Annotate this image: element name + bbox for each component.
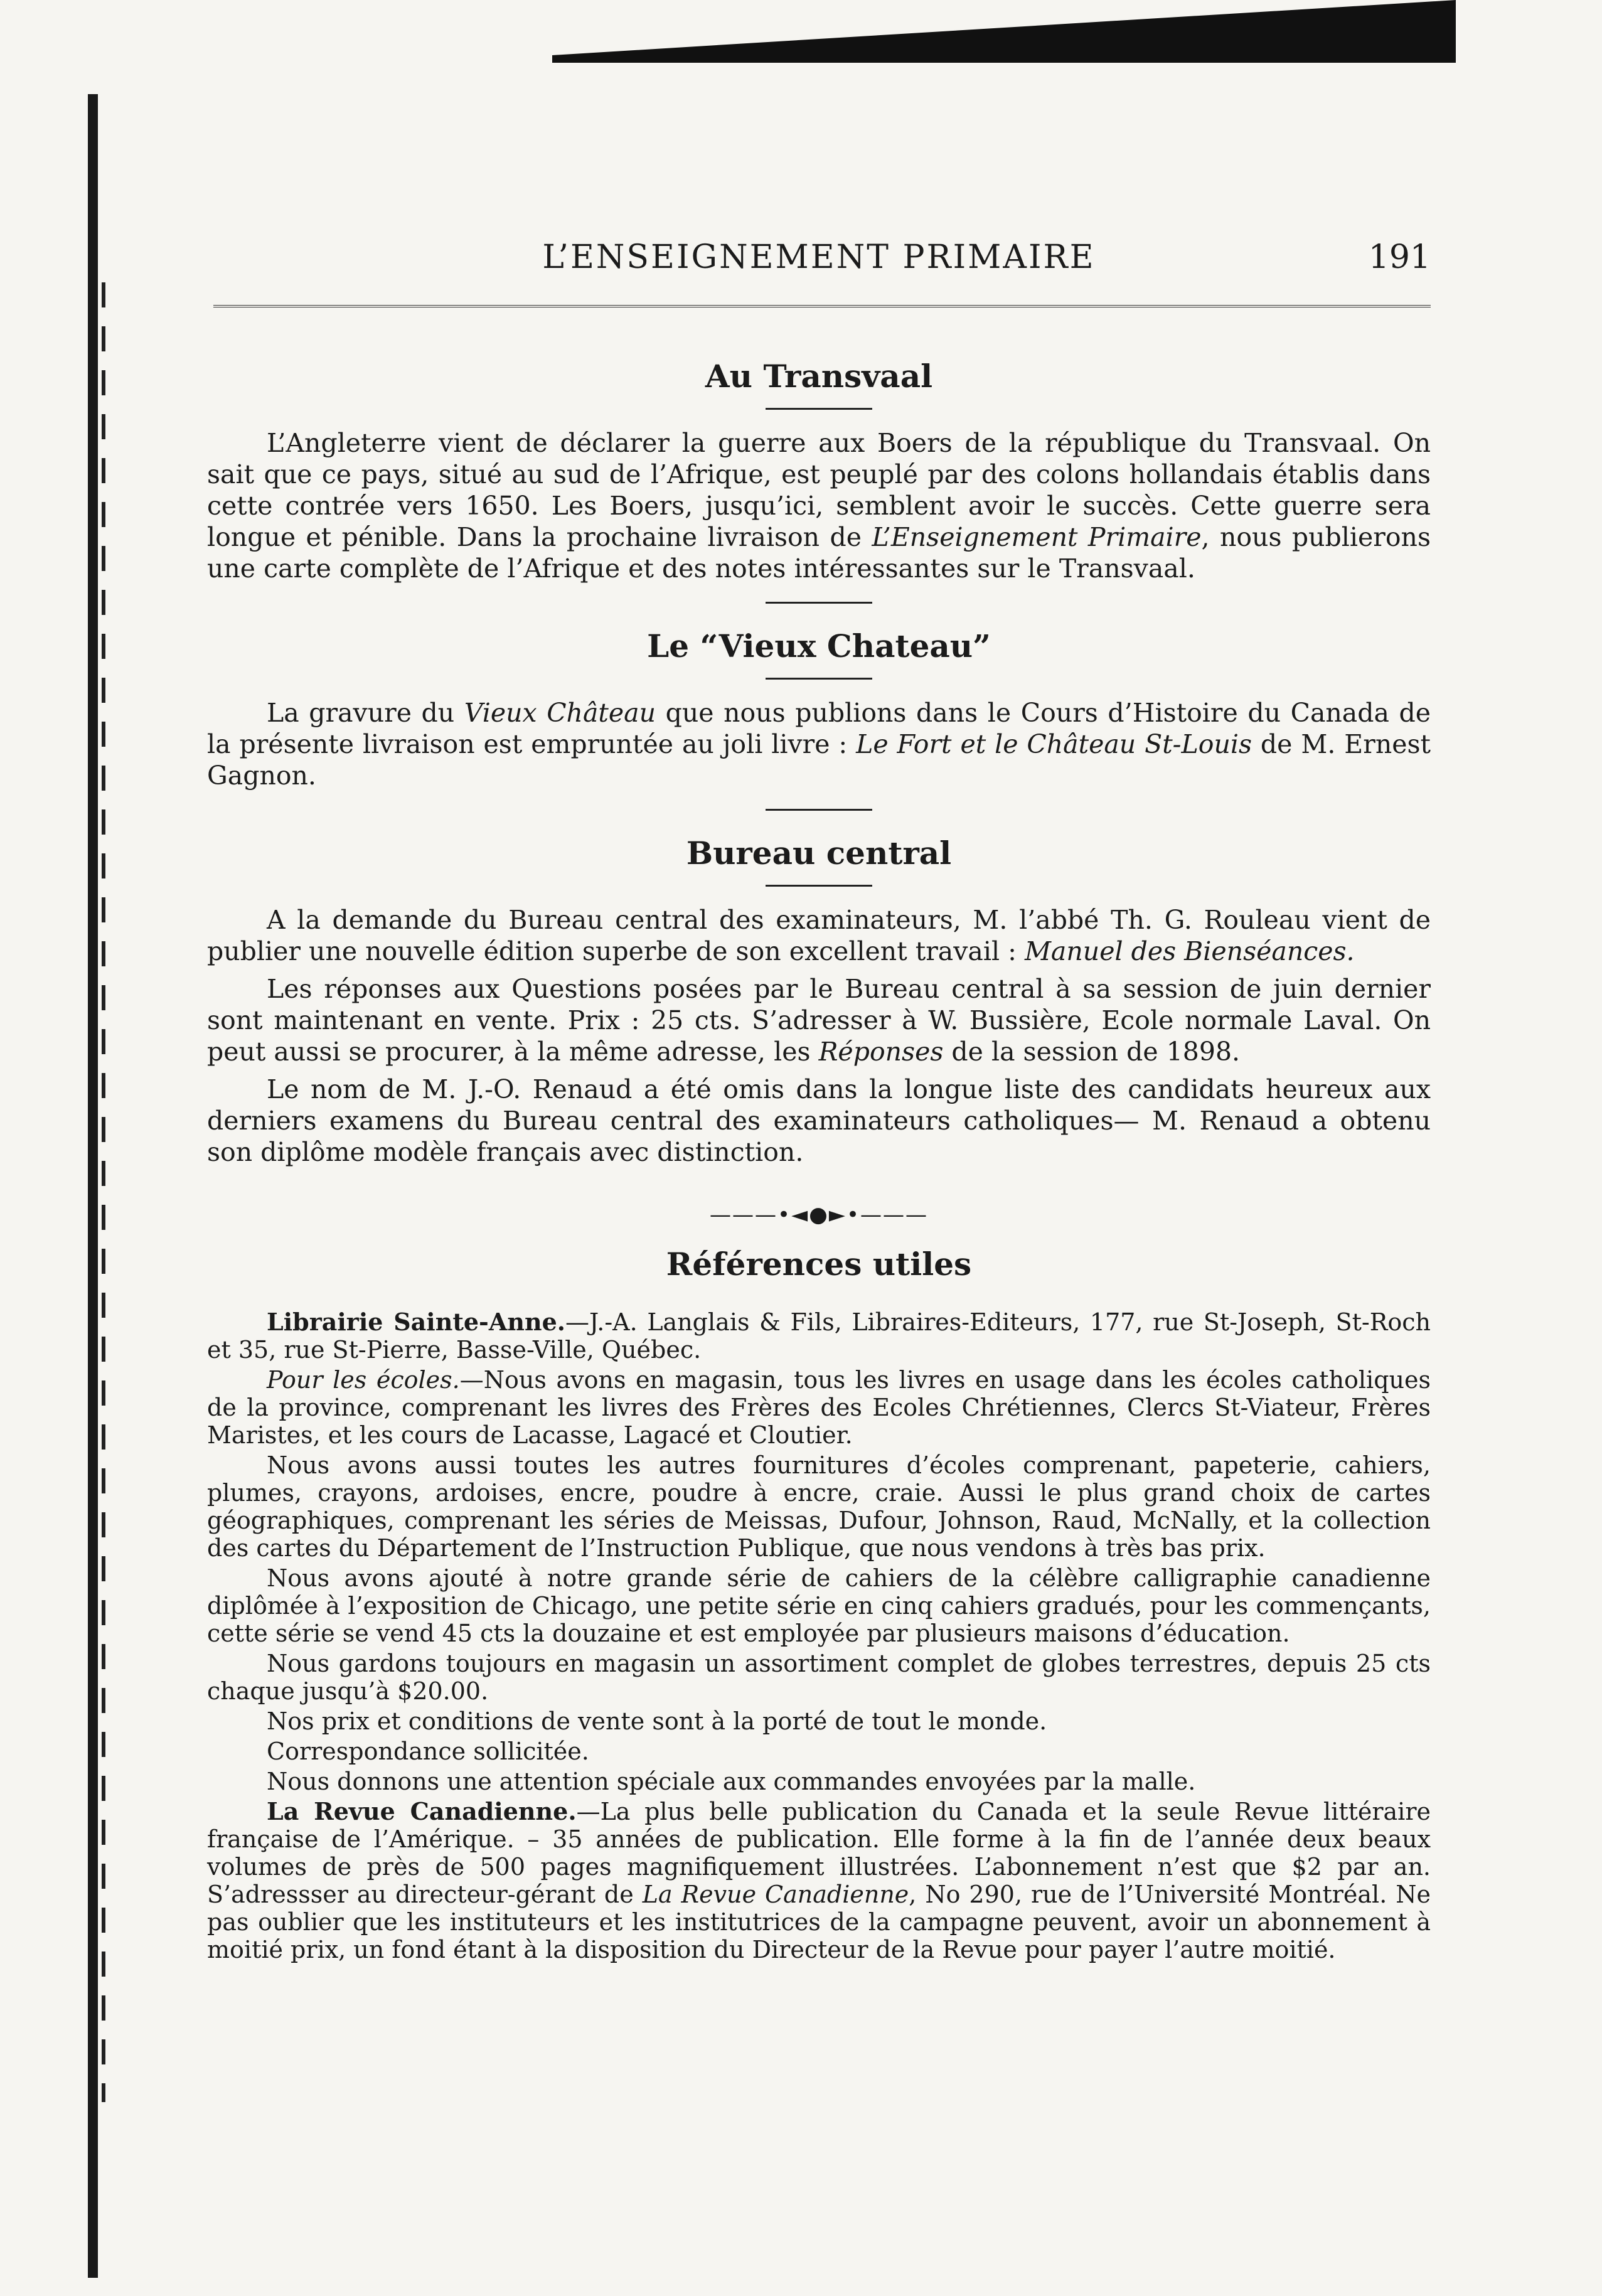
paragraph-text: , nous publierons une carte complète de l’Afrique et des notes intéressantes sur le Transvaal.	[207, 522, 1431, 584]
paragraph-text: A la demande du Bureau central des examinateurs, M. l’abbé Th. G. Rouleau vient de publier une nouvelle édition superbe de son excellent travail :	[207, 905, 1431, 966]
paragraph	[207, 973, 1431, 1067]
header-rule	[213, 305, 1431, 307]
section-vieux-chateau	[207, 627, 1431, 791]
italic-title: Réponses	[818, 1037, 944, 1067]
section-separator	[766, 602, 872, 604]
title-rule	[766, 885, 872, 887]
top-scan-wedge	[552, 0, 1456, 63]
page-content	[207, 238, 1431, 1963]
binding-shadow	[88, 94, 98, 2278]
italic-title: L’Enseignement Primaire	[872, 522, 1202, 552]
section-transvaal	[207, 358, 1431, 584]
paragraph-text: —J.-A. Langlais & Fils, Libraires-Editeurs, 177, rue St-Joseph, St-Roch et 35, rue St-Pierre, Basse-Ville, Québec.	[207, 1308, 1431, 1364]
section-separator	[766, 809, 872, 811]
paragraph: Nous avons aussi toutes les autres fournitures d’écoles comprenant, papeterie, cahiers, plumes, crayons, ardoises, encre, poudre à encre, craie. Aussi le plus grand choix de cartes géographiques, comprenant les séries de Meissas, Dufour, Johnson, Raud, McNally, et la collection des cartes du Département de l’Instruction Publique, que nous vendons à très bas prix.	[207, 1451, 1431, 1562]
page-number: 191	[1368, 238, 1431, 276]
paragraph: Nos prix et conditions de vente sont à la porté de tout le monde.	[267, 1707, 1047, 1735]
paragraph-text: La gravure du	[267, 698, 464, 728]
paragraph	[207, 1366, 1431, 1449]
paragraph	[207, 904, 1431, 967]
section-title: Bureau central	[686, 835, 952, 872]
title-rule	[766, 408, 872, 410]
italic-title: Vieux Château	[464, 698, 656, 728]
page-header	[207, 238, 1431, 289]
paragraph-text: L’Angleterre vient de déclarer la guerre aux Boers de la république du Transvaal. On sait que ce pays, situé au sud de l’Afrique, est peuplé par des colons hollandais établis dans cette contrée vers 1650. Les Boers, jusqu’ici, semblent avoir le succès. Cette guerre sera longue et pénible. Dans la prochaine livraison de	[207, 428, 1431, 552]
italic-title: Le Fort et le Château St-Louis	[856, 729, 1252, 759]
bold-lead: La Revue Canadienne.	[267, 1797, 577, 1825]
paragraph	[207, 427, 1431, 584]
paragraph: Correspondance sollicitée.	[267, 1738, 589, 1765]
bold-lead: Librairie Sainte-Anne.	[267, 1308, 565, 1336]
running-title: L’ENSEIGNEMENT PRIMAIRE	[542, 238, 1096, 276]
section-title: Le “Vieux Chateau”	[647, 627, 991, 665]
italic-title: La Revue Canadienne	[642, 1881, 909, 1908]
binding-marks	[102, 282, 105, 2102]
top-scan-artifact	[552, 0, 1456, 63]
paragraph-text: de M. Ernest Gagnon.	[207, 729, 1431, 791]
paragraph-text: Les réponses aux Questions posées par le Bureau central à sa session de juin dernier sont maintenant en vente. Prix : 25 cts. S’adresser à W. Bussière, Ecole normale Laval. On peut aussi se procurer, à la même adresse, les	[207, 974, 1431, 1067]
paragraph	[207, 1798, 1431, 1963]
ornamental-divider: ———•◄●►•———	[709, 1202, 929, 1227]
paragraph-text: , No 290, rue de l’Université Montréal. Ne pas oublier que les instituteurs et les institutrices de la campagne peuvent, avoir un abonnement à moitié prix, un fond étant à la disposition du Directeur de la Revue pour payer l’autre moitié.	[207, 1881, 1431, 1963]
paragraph: Nous donnons une attention spéciale aux commandes envoyées par la malle.	[267, 1768, 1196, 1795]
paragraph-text: —La plus belle publication du Canada et la seule Revue littéraire française de l’Amérique. – 35 années de publication. Elle forme à la fin de l’année deux beaux volumes de près de 500 pages magnifiquement illustrées. L’abonnement n’est que $2 par an. S’adressser au directeur-gérant de	[207, 1798, 1431, 1908]
paragraph-text: —Nous avons en magasin, tous les livres en usage dans les écoles catholiques de la province, comprenant les livres des Frères des Ecoles Chrétiennes, Clercs St-Viateur, Frères Maristes, et les cours de Lacasse, Lagacé et Cloutier.	[207, 1366, 1431, 1449]
paragraph	[207, 1308, 1431, 1364]
paragraph-text: que nous publions dans le Cours d’Histoire du Canada de la présente livraison est empruntée au joli livre :	[207, 698, 1431, 759]
title-rule	[766, 678, 872, 680]
paragraph: Nous gardons toujours en magasin un assortiment complet de globes terrestres, depuis 25 cts chaque jusqu’à $20.00.	[207, 1650, 1431, 1705]
section-bureau-central	[207, 835, 1431, 1168]
references-body	[207, 1308, 1431, 1963]
paragraph: Nous avons ajouté à notre grande série de cahiers de la célèbre calligraphie canadienne diplômée à l’exposition de Chicago, une petite série en cinq cahiers gradués, pour les commençants, cette série se vend 45 cts la douzaine et est employée par plusieurs maisons d’éducation.	[207, 1564, 1431, 1647]
section-references	[207, 1246, 1431, 1963]
italic-lead: Pour les écoles.	[267, 1366, 460, 1394]
page-binding-edge	[88, 94, 107, 2278]
paragraph	[207, 697, 1431, 791]
italic-title: Manuel des Bienséances.	[1024, 936, 1355, 966]
paragraph-text: de la session de 1898.	[943, 1037, 1241, 1067]
section-title: Au Transvaal	[705, 358, 933, 395]
paragraph: Le nom de M. J.-O. Renaud a été omis dans la longue liste des candidats heureux aux derniers examens du Bureau central des examinateurs catholiques— M. Renaud a obtenu son diplôme modèle français avec distinction.	[207, 1074, 1431, 1167]
section-title: Références utiles	[666, 1246, 972, 1283]
